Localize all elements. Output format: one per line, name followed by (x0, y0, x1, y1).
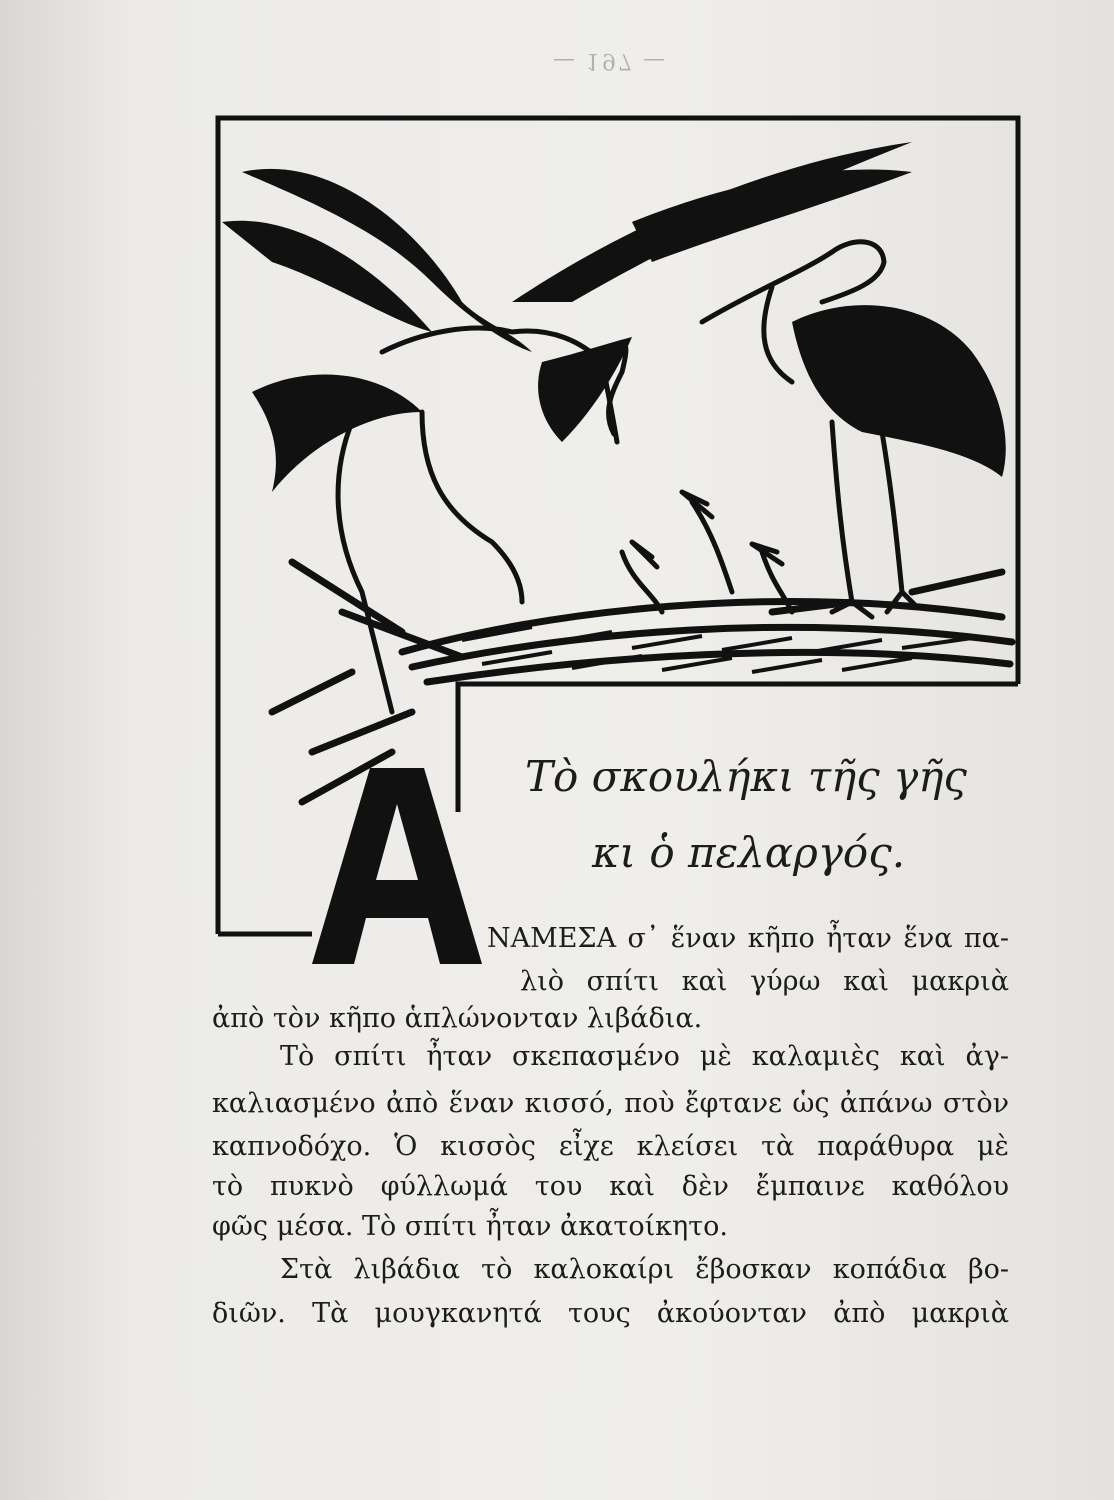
body-line-9: Στὰ λιβάδια τὸ καλοκαίρι ἔβοσκαν κοπάδια βο- (280, 1254, 1009, 1285)
body-line-3: ἀπὸ τὸν κῆπο ἁπλώνονταν λιβάδια. (212, 1003, 703, 1034)
standing-stork (792, 305, 1006, 477)
drop-cap-letter (312, 768, 482, 964)
body-line-6: καπνοδόχο. Ὁ κισσὸς εἶχε κλείσει τὰ παράθυρα μὲ (212, 1131, 1009, 1162)
body-line-10: διῶν. Τὰ μουγκανητά τους ἀκούονταν ἀπὸ μακριὰ (212, 1298, 1009, 1329)
drop-cap-glyph (312, 768, 482, 964)
page-number: — 197 — (553, 48, 667, 73)
body-line-7: τὸ πυκνὸ φύλλωμά του καὶ δὲν ἔμπαινε καθόλου (212, 1171, 1009, 1202)
body-line-8: φῶς μέσα. Τὸ σπίτι ἦταν ἀκατοίκητο. (212, 1211, 728, 1242)
story-title-line-2: κι ὁ πελαργός. (592, 828, 906, 877)
body-line-1: ΝΑΜΕΣΑ σ᾽ ἕναν κῆπο ἦταν ἕνα πα- (487, 923, 1009, 954)
body-line-4: Τὸ σπίτι ἦταν σκεπασμένο μὲ καλαμιὲς καὶ ἀγ- (280, 1041, 1009, 1072)
body-line-5: καλιασμένο ἀπὸ ἕναν κισσό, ποὺ ἔφτανε ὡς ἀπάνω στὸν (212, 1088, 1009, 1119)
story-title-line-1: Τὸ σκουλήκι τῆς γῆς (525, 752, 967, 801)
chicks (622, 492, 792, 612)
body-line-2: λιὸ σπίτι καὶ γύρω καὶ μακριὰ (520, 966, 1009, 997)
